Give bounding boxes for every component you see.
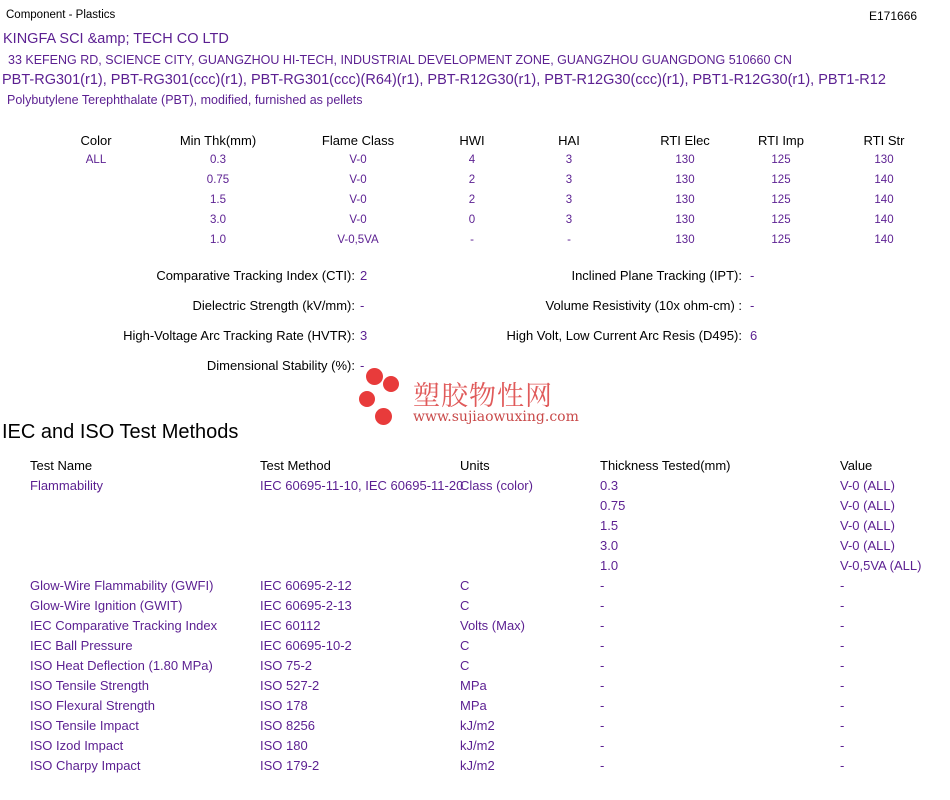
test-cell-test-name: ISO Izod Impact: [30, 738, 124, 753]
test-cell-thickness: -: [600, 598, 605, 613]
watermark-url: www.sujiaowuxing.com: [413, 409, 579, 425]
file-number: E171666: [869, 9, 918, 23]
test-cell-thickness: -: [600, 618, 605, 633]
ratings-header-rti-str: RTI Str: [863, 133, 905, 148]
section-title: IEC and ISO Test Methods: [2, 421, 239, 443]
ratings-cell-rti-str: 140: [874, 174, 894, 186]
test-cell-value: -: [840, 638, 845, 653]
test-cell-value: -: [840, 718, 845, 733]
property-label: Dielectric Strength (kV/mm):: [192, 298, 355, 313]
ratings-cell-hai: 3: [565, 154, 573, 166]
watermark-dot-icon: [375, 408, 392, 425]
test-cell-test-name: Glow-Wire Flammability (GWFI): [30, 578, 214, 593]
test-cell-test-name: Glow-Wire Ignition (GWIT): [30, 598, 183, 613]
company-name: KINGFA SCI &amp; TECH CO LTD: [3, 31, 229, 47]
test-cell-units: kJ/m2: [460, 738, 495, 753]
test-cell-thickness: 1.5: [600, 518, 619, 533]
test-cell-units: MPa: [460, 698, 487, 713]
test-cell-test-method: IEC 60112: [260, 618, 321, 633]
test-cell-value: V-0 (ALL): [840, 498, 895, 513]
ratings-header-rti-imp: RTI Imp: [758, 133, 804, 148]
watermark-dot-icon: [366, 368, 383, 385]
ratings-cell-flame-class: V-0: [349, 194, 367, 206]
test-cell-thickness: 1.0: [600, 558, 619, 573]
document-category: Component - Plastics: [6, 9, 116, 21]
property-label: Volume Resistivity (10x ohm-cm) :: [545, 298, 742, 313]
test-cell-test-name: ISO Flexural Strength: [30, 698, 155, 713]
test-cell-thickness: -: [600, 758, 605, 773]
test-cell-test-method: IEC 60695-2-12: [260, 578, 352, 593]
watermark-text: 塑胶物性网: [413, 381, 553, 411]
test-cell-units: C: [460, 598, 470, 613]
ratings-cell-min-thk: 0.75: [206, 174, 230, 186]
watermark-dot-icon: [359, 391, 375, 407]
test-cell-value: -: [840, 618, 845, 633]
ratings-cell-min-thk: 1.0: [210, 234, 226, 246]
ratings-cell-hwi: 4: [468, 154, 476, 166]
ratings-cell-rti-elec: 130: [675, 154, 695, 166]
property-label: High-Voltage Arc Tracking Rate (HVTR):: [123, 328, 355, 343]
ratings-cell-hai: 3: [565, 174, 573, 186]
ratings-cell-min-thk: 3.0: [210, 214, 226, 226]
ratings-cell-flame-class: V-0: [349, 154, 367, 166]
watermark-dot-icon: [383, 376, 399, 392]
test-cell-value: V-0 (ALL): [840, 538, 895, 553]
ratings-cell-rti-imp: 125: [771, 214, 791, 226]
ratings-cell-flame-class: V-0,5VA: [337, 234, 379, 246]
test-cell-thickness: -: [600, 718, 605, 733]
test-cell-units: C: [460, 638, 470, 653]
test-cell-value: -: [840, 738, 845, 753]
ratings-cell-rti-imp: 125: [771, 174, 791, 186]
ratings-cell-rti-elec: 130: [675, 174, 695, 186]
test-cell-test-name: ISO Tensile Strength: [30, 678, 149, 693]
test-cell-thickness: -: [600, 698, 605, 713]
test-cell-thickness: 0.3: [600, 478, 619, 493]
company-address: 33 KEFENG RD, SCIENCE CITY, GUANGZHOU HI-TECH, INDUSTRIAL DEVELOPMENT ZONE, GUANGZHOU GUANGDONG 510660 CN: [8, 53, 792, 67]
test-cell-value: -: [840, 758, 845, 773]
ratings-header-color: Color: [80, 133, 112, 148]
test-header-value: Value: [840, 458, 873, 473]
test-cell-test-name: IEC Comparative Tracking Index: [30, 618, 218, 633]
test-cell-test-method: IEC 60695-11-10, IEC 60695-11-20: [260, 478, 464, 493]
property-value: -: [750, 298, 755, 313]
test-cell-test-method: ISO 178: [260, 698, 308, 713]
ratings-cell-rti-str: 140: [874, 234, 894, 246]
ratings-cell-rti-elec: 130: [675, 214, 695, 226]
test-cell-test-method: ISO 8256: [260, 718, 315, 733]
test-cell-value: -: [840, 578, 845, 593]
ratings-cell-min-thk: 1.5: [210, 194, 226, 206]
product-list: PBT-RG301(r1), PBT-RG301(ccc)(r1), PBT-RG301(ccc)(R64)(r1), PBT-R12G30(r1), PBT-R12G30(ccc)(r1), PBT1-R12G30(r1), PBT1-R12: [2, 72, 886, 88]
test-cell-test-method: IEC 60695-2-13: [260, 598, 352, 613]
ratings-cell-rti-imp: 125: [771, 154, 791, 166]
test-cell-test-name: IEC Ball Pressure: [30, 638, 133, 653]
test-cell-value: -: [840, 698, 845, 713]
property-value: 6: [750, 328, 758, 343]
ratings-cell-rti-str: 140: [874, 214, 894, 226]
property-label: High Volt, Low Current Arc Resis (D495):: [506, 328, 742, 343]
property-value: -: [750, 268, 755, 283]
ratings-header-hai: HAI: [558, 133, 580, 148]
test-cell-test-name: ISO Tensile Impact: [30, 718, 139, 733]
ratings-cell-hai: 3: [565, 194, 573, 206]
watermark-logo: [356, 368, 596, 428]
test-cell-test-name: Flammability: [30, 478, 103, 493]
property-label: Dimensional Stability (%):: [206, 358, 355, 373]
ratings-cell-hwi: -: [470, 234, 474, 246]
test-cell-thickness: 3.0: [600, 538, 619, 553]
test-cell-value: V-0,5VA (ALL): [840, 558, 922, 573]
property-value: -: [360, 298, 365, 313]
test-cell-thickness: -: [600, 638, 605, 653]
ratings-cell-rti-elec: 130: [675, 194, 695, 206]
ratings-cell-color: ALL: [85, 154, 107, 166]
test-cell-test-method: ISO 180: [260, 738, 308, 753]
ratings-cell-hai: -: [567, 234, 571, 246]
test-header-test-name: Test Name: [30, 458, 93, 473]
ratings-cell-rti-imp: 125: [771, 234, 791, 246]
ratings-cell-hai: 3: [565, 214, 573, 226]
ratings-cell-hwi: 2: [468, 194, 476, 206]
test-cell-value: -: [840, 678, 845, 693]
ratings-header-hwi: HWI: [459, 133, 485, 148]
test-cell-value: -: [840, 658, 845, 673]
test-cell-test-method: ISO 527-2: [260, 678, 320, 693]
property-value: 3: [360, 328, 368, 343]
test-cell-units: Class (color): [460, 478, 533, 493]
test-cell-test-method: ISO 75-2: [260, 658, 313, 673]
test-cell-thickness: -: [600, 678, 605, 693]
test-cell-test-name: ISO Charpy Impact: [30, 758, 141, 773]
test-cell-thickness: -: [600, 658, 605, 673]
ratings-header-rti-elec: RTI Elec: [660, 133, 710, 148]
ratings-cell-hwi: 2: [468, 174, 476, 186]
property-label: Comparative Tracking Index (CTI):: [156, 268, 355, 283]
ratings-cell-hwi: 0: [468, 214, 476, 226]
ratings-cell-rti-str: 130: [874, 154, 894, 166]
property-value: 2: [360, 268, 368, 283]
test-cell-test-method: ISO 179-2: [260, 758, 320, 773]
test-cell-units: Volts (Max): [460, 618, 526, 633]
ratings-cell-flame-class: V-0: [349, 214, 367, 226]
test-cell-thickness: 0.75: [600, 498, 626, 513]
material-description: Polybutylene Terephthalate (PBT), modified, furnished as pellets: [7, 93, 363, 107]
test-header-test-method: Test Method: [260, 458, 331, 473]
test-cell-units: kJ/m2: [460, 718, 495, 733]
ratings-cell-rti-str: 140: [874, 194, 894, 206]
test-cell-units: C: [460, 658, 470, 673]
ratings-cell-rti-imp: 125: [771, 194, 791, 206]
ratings-header-flame-class: Flame Class: [321, 133, 395, 148]
test-cell-value: V-0 (ALL): [840, 518, 895, 533]
test-cell-units: MPa: [460, 678, 487, 693]
test-cell-units: C: [460, 578, 470, 593]
test-cell-units: kJ/m2: [460, 758, 495, 773]
ratings-cell-min-thk: 0.3: [210, 154, 226, 166]
ratings-cell-rti-elec: 130: [675, 234, 695, 246]
ratings-header-min-thk: Min Thk(mm): [179, 133, 257, 148]
test-cell-test-name: ISO Heat Deflection (1.80 MPa): [30, 658, 213, 673]
test-cell-thickness: -: [600, 738, 605, 753]
test-cell-value: V-0 (ALL): [840, 478, 895, 493]
test-header-units: Units: [460, 458, 490, 473]
property-label: Inclined Plane Tracking (IPT):: [571, 268, 742, 283]
test-header-thickness: Thickness Tested(mm): [600, 458, 731, 473]
test-cell-test-method: IEC 60695-10-2: [260, 638, 352, 653]
property-value: -: [360, 358, 365, 373]
test-cell-value: -: [840, 598, 845, 613]
ratings-cell-flame-class: V-0: [349, 174, 367, 186]
test-cell-thickness: -: [600, 578, 605, 593]
